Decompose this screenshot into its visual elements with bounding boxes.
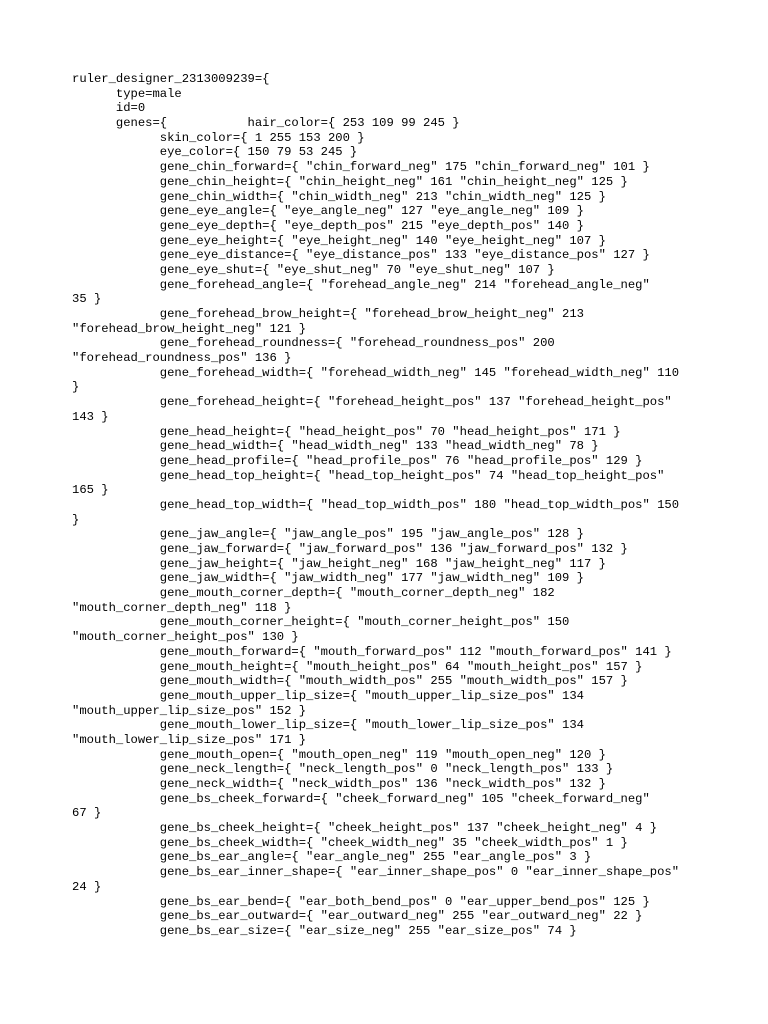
text-line: gene_bs_ear_bend={ "ear_both_bend_pos" 0 "ear_upper_bend_pos" 125 } — [72, 894, 650, 909]
text-line: gene_eye_shut={ "eye_shut_neg" 70 "eye_shut_neg" 107 } — [72, 262, 555, 277]
text-line: } — [72, 512, 80, 527]
text-line: gene_eye_depth={ "eye_depth_pos" 215 "eye_depth_pos" 140 } — [72, 218, 584, 233]
text-line: id=0 — [72, 101, 146, 116]
text-line: gene_head_profile={ "head_profile_pos" 76 "head_profile_pos" 129 } — [72, 453, 643, 468]
text-line: gene_mouth_open={ "mouth_open_neg" 119 "mouth_open_neg" 120 } — [72, 747, 606, 762]
text-line: 35 } — [72, 292, 102, 307]
text-line: "mouth_corner_depth_neg" 118 } — [72, 600, 292, 615]
text-line: gene_chin_forward={ "chin_forward_neg" 175 "chin_forward_neg" 101 } — [72, 160, 650, 175]
text-line: gene_bs_ear_size={ "ear_size_neg" 255 "ear_size_pos" 74 } — [72, 923, 577, 938]
text-line: gene_neck_width={ "neck_width_pos" 136 "neck_width_pos" 132 } — [72, 777, 606, 791]
text-line: "forehead_brow_height_neg" 121 } — [72, 321, 307, 336]
text-line: 24 } — [72, 879, 102, 894]
text-line: gene_forehead_height={ "forehead_height_pos" 137 "forehead_height_pos" — [72, 395, 672, 410]
text-line: genes={ hair_color={ 253 109 99 245 } — [72, 116, 460, 131]
text-line: "forehead_roundness_pos" 136 } — [72, 351, 292, 366]
text-line: eye_color={ 150 79 53 245 } — [72, 145, 358, 160]
text-line: "mouth_lower_lip_size_pos" 171 } — [72, 732, 307, 747]
text-line: "mouth_corner_height_pos" 130 } — [72, 630, 299, 645]
text-line: gene_mouth_lower_lip_size={ "mouth_lower_lip_size_pos" 134 — [72, 718, 584, 733]
text-line: gene_mouth_forward={ "mouth_forward_pos" 112 "mouth_forward_pos" 141 } — [72, 644, 672, 659]
text-line: gene_jaw_height={ "jaw_height_neg" 168 "jaw_height_neg" 117 } — [72, 556, 606, 571]
text-line: gene_chin_width={ "chin_width_neg" 213 "chin_width_neg" 125 } — [72, 189, 606, 204]
text-line: ruler_designer_2313009239={ — [72, 72, 270, 86]
text-line: gene_forehead_roundness={ "forehead_roundness_pos" 200 — [72, 336, 555, 351]
text-line: 67 } — [72, 806, 102, 821]
text-line: gene_neck_length={ "neck_length_pos" 0 "neck_length_pos" 133 } — [72, 762, 614, 777]
text-line: gene_forehead_angle={ "forehead_angle_neg" 214 "forehead_angle_neg" — [72, 277, 650, 292]
text-line: 165 } — [72, 483, 109, 498]
text-line: "mouth_upper_lip_size_pos" 152 } — [72, 703, 307, 718]
text-line: gene_chin_height={ "chin_height_neg" 161 "chin_height_neg" 125 } — [72, 174, 628, 189]
text-line: gene_mouth_height={ "mouth_height_pos" 64 "mouth_height_pos" 157 } — [72, 659, 643, 674]
text-line: gene_mouth_width={ "mouth_width_pos" 255 "mouth_width_pos" 157 } — [72, 674, 628, 689]
text-line: skin_color={ 1 255 153 200 } — [72, 130, 365, 145]
text-line: gene_forehead_brow_height={ "forehead_brow_height_neg" 213 — [72, 307, 584, 321]
text-line: gene_eye_distance={ "eye_distance_pos" 133 "eye_distance_pos" 127 } — [72, 248, 650, 263]
text-line: gene_jaw_width={ "jaw_width_neg" 177 "jaw_width_neg" 109 } — [72, 571, 584, 586]
text-line: gene_forehead_width={ "forehead_width_neg" 145 "forehead_width_neg" 110 — [72, 365, 680, 380]
text-line: gene_head_top_width={ "head_top_width_pos" 180 "head_top_width_pos" 150 — [72, 497, 680, 512]
text-line: gene_eye_height={ "eye_height_neg" 140 "eye_height_neg" 107 } — [72, 233, 606, 248]
text-line: gene_bs_cheek_forward={ "cheek_forward_neg" 105 "cheek_forward_neg" — [72, 791, 650, 806]
text-line: 143 } — [72, 409, 109, 424]
text-line: gene_mouth_upper_lip_size={ "mouth_upper_lip_size_pos" 134 — [72, 688, 584, 703]
document-text — [72, 72, 702, 939]
text-line: gene_jaw_forward={ "jaw_forward_pos" 136 "jaw_forward_pos" 132 } — [72, 542, 628, 556]
text-line: gene_bs_cheek_height={ "cheek_height_pos" 137 "cheek_height_neg" 4 } — [72, 821, 658, 836]
text-line: gene_jaw_angle={ "jaw_angle_pos" 195 "jaw_angle_pos" 128 } — [72, 527, 584, 542]
text-line: gene_mouth_corner_height={ "mouth_corner_height_pos" 150 — [72, 615, 570, 630]
text-line: gene_bs_ear_inner_shape={ "ear_inner_shape_pos" 0 "ear_inner_shape_pos" — [72, 865, 680, 880]
text-line: type=male — [72, 86, 182, 101]
text-line: gene_bs_cheek_width={ "cheek_width_neg" 35 "cheek_width_pos" 1 } — [72, 835, 628, 850]
text-line: gene_bs_ear_outward={ "ear_outward_neg" 255 "ear_outward_neg" 22 } — [72, 909, 643, 924]
text-line: gene_head_width={ "head_width_neg" 133 "head_width_neg" 78 } — [72, 439, 599, 454]
text-line: gene_head_top_height={ "head_top_height_pos" 74 "head_top_height_pos" — [72, 468, 665, 483]
text-line: gene_mouth_corner_depth={ "mouth_corner_depth_neg" 182 — [72, 586, 555, 601]
text-line: gene_eye_angle={ "eye_angle_neg" 127 "eye_angle_neg" 109 } — [72, 204, 584, 219]
text-line: gene_head_height={ "head_height_pos" 70 "head_height_pos" 171 } — [72, 424, 621, 439]
text-line: } — [72, 380, 80, 395]
text-line: gene_bs_ear_angle={ "ear_angle_neg" 255 "ear_angle_pos" 3 } — [72, 850, 592, 865]
